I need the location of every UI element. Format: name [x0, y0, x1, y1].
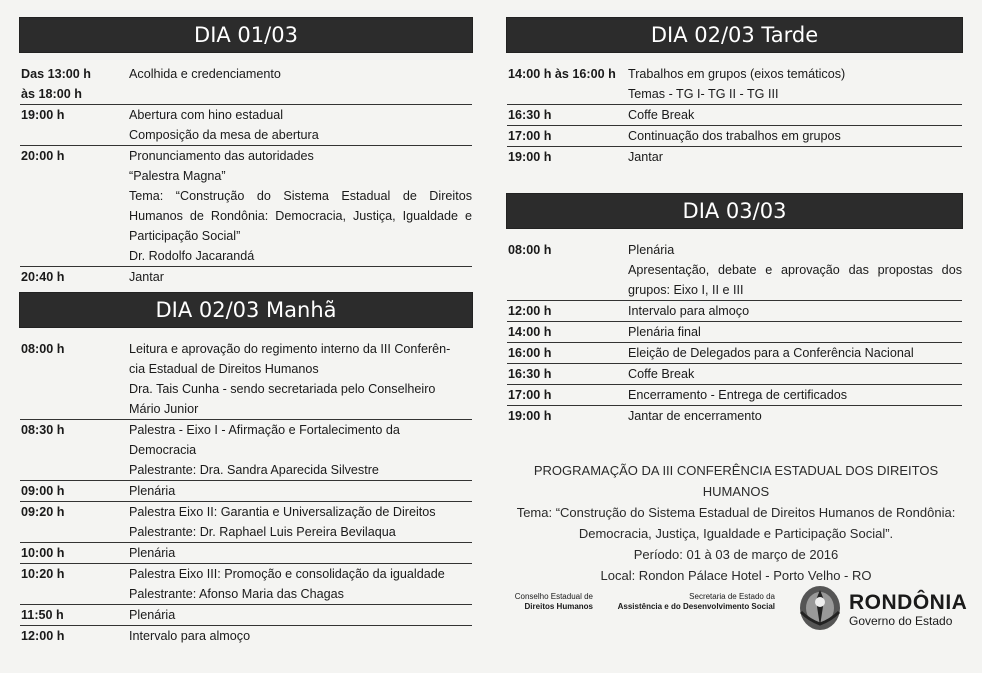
time-line: 09:20 h — [21, 505, 65, 519]
schedule-time — [507, 301, 628, 321]
schedule-time — [20, 481, 129, 501]
schedule-row — [20, 146, 472, 267]
schedule-time — [507, 240, 628, 300]
schedule-time — [20, 64, 129, 104]
activity-line: Dra. Tais Cunha - sendo secretariada pelo Conselheiro — [129, 382, 436, 396]
schedule-activity — [628, 126, 962, 146]
schedule-activity — [129, 267, 472, 287]
activity-line: Palestrante: Dra. Sandra Aparecida Silvestre — [129, 463, 379, 477]
summary-location: Local: Rondon Pálace Hotel - Porto Velho - RO — [600, 568, 872, 583]
day-section — [507, 194, 962, 426]
activity-line: Palestrante: Afonso Maria das Chagas — [129, 587, 344, 601]
schedule-activity — [129, 502, 472, 542]
activity-line: Plenária — [628, 243, 675, 257]
time-line: 09:00 h — [21, 484, 65, 498]
schedule-row — [507, 364, 962, 385]
secretariat-line-2: Assistência e do Desenvolvimento Social — [617, 602, 775, 611]
schedule-row — [507, 147, 962, 167]
schedule-activity — [129, 146, 472, 266]
schedule-activity — [129, 339, 472, 419]
schedule-row — [20, 105, 472, 146]
activity-line: Encerramento - Entrega de certificados — [628, 388, 848, 402]
activity-line: Democracia — [129, 443, 197, 457]
schedule-row — [507, 240, 962, 301]
schedule-time — [507, 343, 628, 363]
activity-line: Coffe Break — [628, 367, 695, 381]
time-line: 14:00 h às 16:00 h — [508, 67, 616, 81]
activity-line: Apresentação, debate e aprovação das propostas dos grupos: Eixo I, II e III — [628, 263, 962, 297]
day-header: DIA 02/03 Manhã — [20, 293, 472, 327]
day-section — [507, 18, 962, 167]
activity-line: Acolhida e credenciamento — [129, 67, 281, 81]
schedule-row — [20, 339, 472, 420]
schedule-time — [507, 322, 628, 342]
schedule-row — [20, 64, 472, 105]
activity-line: Intervalo para almoço — [628, 304, 750, 318]
activity-line: Mário Junior — [129, 402, 199, 416]
brand-name: RONDÔNIA — [849, 591, 968, 614]
schedule-row — [20, 481, 472, 502]
schedule-activity — [628, 105, 962, 125]
schedule-row — [20, 626, 472, 646]
day-header: DIA 02/03 Tarde — [507, 18, 962, 52]
schedule-row — [20, 605, 472, 626]
time-line: às 18:00 h — [21, 87, 82, 101]
schedule-activity — [129, 626, 472, 646]
schedule-activity — [129, 64, 472, 104]
activity-line: Plenária final — [628, 325, 701, 339]
schedule-time — [507, 105, 628, 125]
activity-line: Coffe Break — [628, 108, 695, 122]
time-line: Das 13:00 h — [21, 67, 92, 81]
secretariat-logo-text — [615, 592, 775, 612]
time-line: 19:00 h — [21, 108, 65, 122]
time-line: 19:00 h — [508, 409, 552, 423]
schedule-time — [20, 626, 129, 646]
time-line: 20:40 h — [21, 270, 65, 284]
schedule-row — [507, 126, 962, 147]
activity-line: “Palestra Magna” — [129, 169, 226, 183]
activity-line: Continuação dos trabalhos em grupos — [628, 129, 841, 143]
schedule-row — [20, 564, 472, 605]
activity-line: Intervalo para almoço — [129, 629, 251, 643]
schedule-row — [507, 385, 962, 406]
activity-line: Dr. Rodolfo Jacarandá — [129, 249, 255, 263]
schedule-activity — [129, 564, 472, 604]
schedule-row — [507, 406, 962, 426]
schedule-activity — [628, 364, 962, 384]
schedule-activity — [628, 240, 962, 300]
schedule-activity — [628, 343, 962, 363]
summary-theme: Tema: “Construção do Sistema Estadual de Direitos Humanos de Rondônia: — [516, 505, 956, 520]
council-line-2: Direitos Humanos — [524, 602, 593, 611]
rondonia-brand — [849, 592, 967, 628]
time-line: 10:20 h — [21, 567, 65, 581]
activity-line: Jantar — [628, 150, 664, 164]
schedule-activity — [628, 64, 962, 104]
schedule-time — [507, 64, 628, 104]
schedule-activity — [129, 420, 472, 480]
activity-line: Tema: “Construção do Sistema Estadual de Direitos Humanos de Rondônia: Democracia, Justiça, Igualdade e Participação Social” — [129, 189, 472, 243]
activity-line: Pronunciamento das autoridades — [129, 149, 314, 163]
day-header: DIA 03/03 — [507, 194, 962, 228]
time-line: 20:00 h — [21, 149, 65, 163]
schedule-activity — [628, 406, 962, 426]
schedule-time — [20, 267, 129, 287]
schedule-activity — [628, 322, 962, 342]
summary-title: PROGRAMAÇÃO DA III CONFERÊNCIA ESTADUAL DOS DIREITOS HUMANOS — [533, 463, 939, 499]
time-line: 11:50 h — [21, 608, 64, 622]
schedule-activity — [129, 605, 472, 625]
time-line: 08:30 h — [21, 423, 65, 437]
summary-period: Período: 01 à 03 de março de 2016 — [633, 547, 839, 562]
day-section — [20, 18, 472, 287]
day-section — [20, 293, 472, 646]
time-line: 12:00 h — [508, 304, 552, 318]
activity-line: Trabalhos em grupos (eixos temáticos) — [628, 67, 846, 81]
activity-line: Composição da mesa de abertura — [129, 128, 319, 142]
time-line: 08:00 h — [508, 243, 552, 257]
time-line: 16:30 h — [508, 367, 552, 381]
schedule-time — [20, 420, 129, 480]
time-line: 14:00 h — [508, 325, 552, 339]
brand-subtitle: Governo do Estado — [849, 614, 953, 628]
activity-line: Leitura e aprovação do regimento interno da III Conferên- — [129, 342, 451, 356]
state-coat-of-arms-icon — [793, 580, 847, 634]
schedule-activity — [628, 147, 962, 167]
schedule-activity — [628, 385, 962, 405]
time-line: 17:00 h — [508, 129, 552, 143]
schedule-activity — [129, 105, 472, 145]
day-header: DIA 01/03 — [20, 18, 472, 52]
right-column — [507, 18, 962, 426]
summary-theme-cont: Democracia, Justiça, Igualdade e Participação Social”. — [578, 526, 894, 541]
schedule-row — [507, 64, 962, 105]
time-line: 12:00 h — [21, 629, 65, 643]
activity-line: Jantar de encerramento — [628, 409, 762, 423]
schedule-time — [20, 564, 129, 604]
schedule-row — [507, 105, 962, 126]
schedule-time — [507, 385, 628, 405]
activity-line: Temas - TG I- TG II - TG III — [628, 87, 779, 101]
activity-line: Jantar — [129, 270, 165, 284]
schedule-time — [20, 543, 129, 563]
schedule-row — [20, 267, 472, 287]
schedule-time — [20, 502, 129, 542]
schedule-row — [20, 420, 472, 481]
left-column — [20, 18, 472, 646]
activity-line: Plenária — [129, 546, 176, 560]
schedule-time — [20, 146, 129, 266]
schedule-time — [20, 605, 129, 625]
activity-line: Eleição de Delegados para a Conferência Nacional — [628, 346, 914, 360]
activity-line: Plenária — [129, 484, 176, 498]
schedule-row — [20, 502, 472, 543]
activity-line: Plenária — [129, 608, 176, 622]
time-line: 17:00 h — [508, 388, 552, 402]
activity-line: Palestra Eixo II: Garantia e Universalização de Direitos — [129, 505, 436, 519]
activity-line: Palestra - Eixo I - Afirmação e Fortalecimento da — [129, 423, 400, 437]
time-line: 10:00 h — [21, 546, 65, 560]
council-logo-text — [503, 592, 593, 612]
schedule-time — [507, 126, 628, 146]
logos-bar — [503, 578, 968, 638]
time-line: 16:00 h — [508, 346, 552, 360]
schedule-row — [507, 322, 962, 343]
schedule-activity — [129, 543, 472, 563]
schedule-row — [507, 301, 962, 322]
activity-line: cia Estadual de Direitos Humanos — [129, 362, 319, 376]
council-line-1: Conselho Estadual de — [514, 592, 593, 601]
time-line: 19:00 h — [508, 150, 552, 164]
activity-line: Palestra Eixo III: Promoção e consolidação da igualdade — [129, 567, 445, 581]
schedule-time — [507, 147, 628, 167]
secretariat-line-1: Secretaria de Estado da — [689, 592, 775, 601]
activity-line: Abertura com hino estadual — [129, 108, 284, 122]
schedule-time — [20, 339, 129, 419]
activity-line: Palestrante: Dr. Raphael Luis Pereira Bevilaqua — [129, 525, 396, 539]
schedule-activity — [628, 301, 962, 321]
schedule-row — [20, 543, 472, 564]
schedule-time — [507, 364, 628, 384]
schedule-row — [507, 343, 962, 364]
time-line: 16:30 h — [508, 108, 552, 122]
schedule-activity — [129, 481, 472, 501]
schedule-time — [20, 105, 129, 145]
time-line: 08:00 h — [21, 342, 65, 356]
schedule-time — [507, 406, 628, 426]
event-summary — [507, 460, 965, 586]
